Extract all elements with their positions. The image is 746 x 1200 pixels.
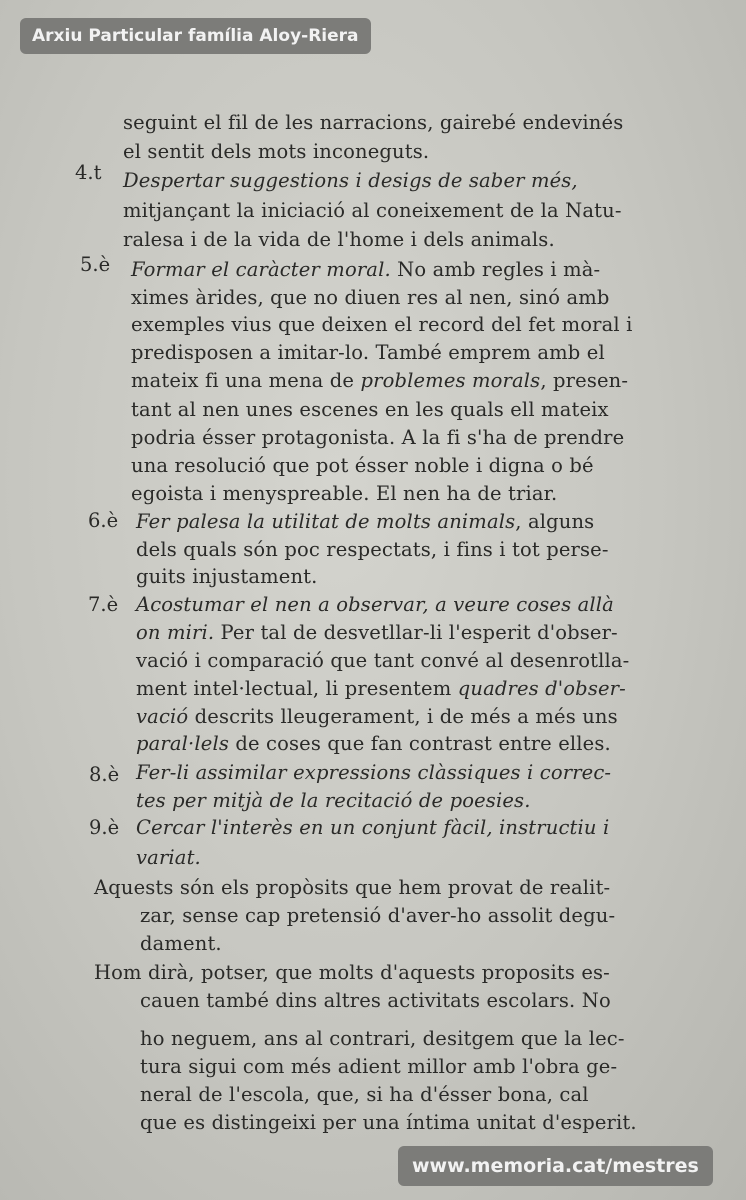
text-line (136, 676, 626, 702)
text-line: seguint el fil de les narracions, gairebé endevinés (123, 111, 624, 134)
italic-phrase: quadres d'obser- (457, 677, 626, 700)
text-line (136, 731, 611, 757)
italic-heading: Fer-li assimilar expressions clàssiques i correc- (136, 761, 612, 784)
text-line: una resolució que pot ésser noble i digna o bé (131, 454, 594, 477)
item-number-4: 4.t (75, 161, 102, 184)
text-run: , alguns (515, 510, 595, 533)
text-line (123, 168, 578, 194)
text-line: zar, sense cap pretensió d'aver-ho assolit degu- (140, 904, 616, 927)
item-number-6: 6.è (88, 509, 119, 532)
website-watermark-label: www.memoria.cat/mestres (398, 1146, 713, 1186)
italic-heading: Formar el caràcter moral. (131, 258, 391, 281)
italic-heading: on miri. (136, 621, 215, 644)
italic-phrase: vació (136, 705, 189, 728)
text-line (136, 592, 614, 618)
text-line (136, 760, 611, 786)
text-line: exemples vius que deixen el record del fet moral i (131, 313, 633, 336)
italic-heading: Despertar suggestions i desigs de saber més, (123, 169, 578, 192)
text-line: predisposen a imitar-lo. També emprem amb el (131, 341, 605, 364)
text-line (136, 704, 618, 730)
italic-heading: Fer palesa la utilitat de molts animals (136, 510, 516, 533)
text-line (136, 845, 201, 871)
text-line: Hom dirà, potser, que molts d'aquests proposits es- (94, 961, 610, 984)
text-line (136, 788, 531, 814)
item-number-5: 5.è (80, 253, 111, 276)
archive-watermark-label: Arxiu Particular família Aloy-Riera (20, 18, 371, 54)
text-line: neral de l'escola, que, si ha d'ésser bona, cal (140, 1083, 589, 1106)
text-run: Per tal de desvetllar-li l'esperit d'obser- (214, 621, 618, 644)
item-number-7: 7.è (88, 593, 119, 616)
text-line (131, 368, 628, 394)
text-line: ralesa i de la vida de l'home i dels animals. (123, 228, 555, 251)
text-run: , presen- (540, 369, 629, 392)
text-line (136, 620, 618, 646)
text-line: que es distingeixi per una íntima unitat d'esperit. (140, 1111, 637, 1134)
item-number-8: 8.è (89, 763, 120, 786)
text-line (136, 509, 594, 535)
text-line: tura sigui com més adient millor amb l'obra ge- (140, 1055, 618, 1078)
text-line: dament. (140, 932, 222, 955)
text-line: cauen també dins altres activitats escolars. No (140, 989, 611, 1012)
italic-heading: Cercar l'interès en un conjunt fàcil, instructiu i (136, 816, 610, 839)
text-run: de coses que fan contrast entre elles. (229, 732, 611, 755)
text-line: Aquests són els propòsits que hem provat de realit- (94, 876, 611, 899)
text-line: ximes àrides, que no diuen res al nen, sinó amb (131, 286, 610, 309)
text-run: ment intel·lectual, li presentem (136, 677, 458, 700)
italic-phrase: problemes morals (360, 369, 541, 392)
italic-heading: Acostumar el nen a observar, a veure coses allà (136, 593, 614, 616)
text-line: egoista i menyspreable. El nen ha de triar. (131, 482, 558, 505)
text-line (136, 815, 609, 841)
text-run: descrits lleugerament, i de més a més uns (188, 705, 618, 728)
text-line (131, 257, 600, 283)
text-line: ho neguem, ans al contrari, desitgem que la lec- (140, 1027, 625, 1050)
text-line: mitjançant la iniciació al coneixement de la Natu- (123, 199, 622, 222)
text-line: podria ésser protagonista. A la fi s'ha de prendre (131, 426, 625, 449)
text-run: mateix fi una mena de (131, 369, 361, 392)
italic-phrase: paral·lels (136, 732, 230, 755)
italic-heading: variat. (136, 846, 201, 869)
item-number-9: 9.è (89, 816, 120, 839)
text-line: guits injustament. (136, 565, 318, 588)
text-line: vació i comparació que tant convé al desenrotlla- (136, 649, 630, 672)
text-run: No amb regles i mà- (390, 258, 601, 281)
text-line: tant al nen unes escenes en les quals ell mateix (131, 398, 609, 421)
text-line: dels quals són poc respectats, i fins i tot perse- (136, 538, 609, 561)
text-line: el sentit dels mots inconeguts. (123, 140, 430, 163)
italic-heading: tes per mitjà de la recitació de poesies. (136, 789, 531, 812)
